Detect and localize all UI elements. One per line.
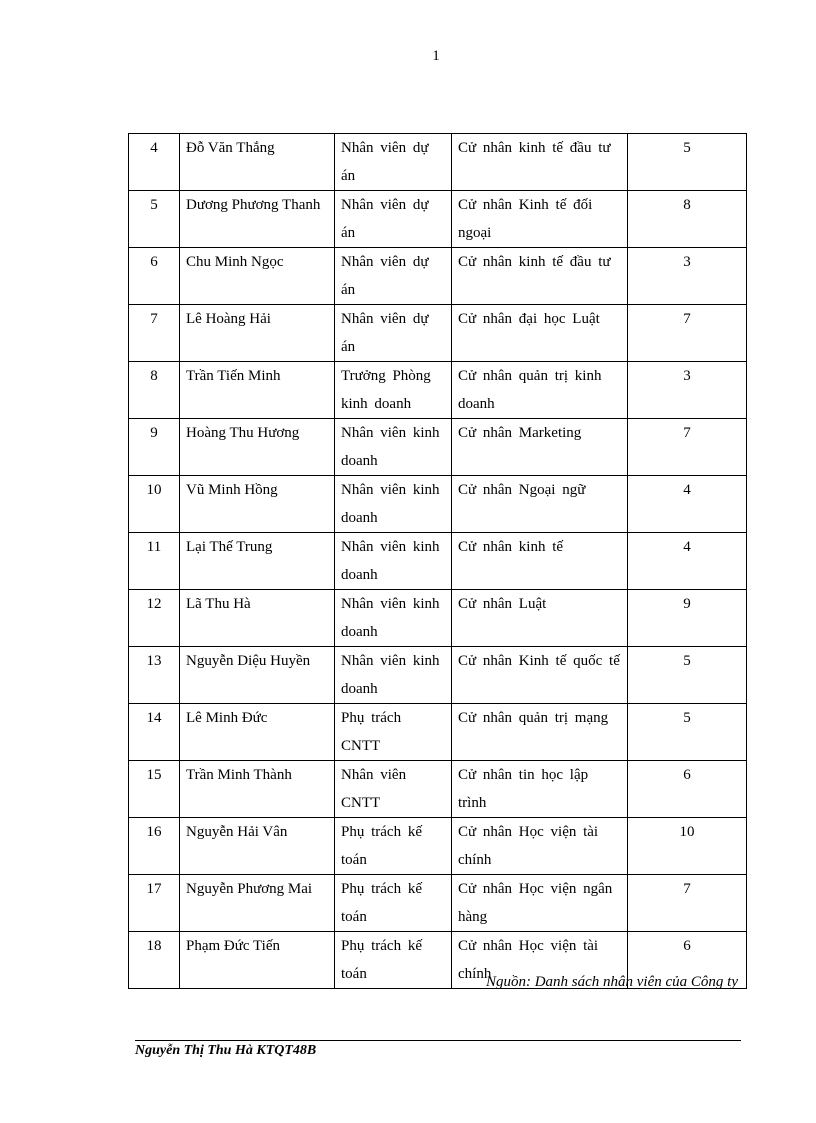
cell-degree: Cử nhân Học viện tài chính	[452, 932, 628, 989]
cell-name: Trần Tiến Minh	[180, 362, 335, 419]
cell-stt: 14	[129, 704, 180, 761]
cell-name: Lại Thế Trung	[180, 533, 335, 590]
cell-position: Nhân viên kinh doanh	[335, 647, 452, 704]
cell-years: 5	[628, 647, 747, 704]
table-row	[129, 818, 747, 875]
cell-stt: 15	[129, 761, 180, 818]
cell-years: 5	[628, 134, 747, 191]
cell-position: Phụ trách kế toán	[335, 875, 452, 932]
cell-name: Lê Minh Đức	[180, 704, 335, 761]
cell-degree: Cử nhân Kinh tế quốc tế	[452, 647, 628, 704]
cell-name: Dương Phương Thanh	[180, 191, 335, 248]
cell-name: Trần Minh Thành	[180, 761, 335, 818]
cell-years: 10	[628, 818, 747, 875]
table-row	[129, 191, 747, 248]
cell-position: Phụ trách CNTT	[335, 704, 452, 761]
source-note: Nguồn: Danh sách nhân viên của Công ty	[485, 974, 738, 990]
footer-divider	[135, 1040, 741, 1041]
cell-name: Hoàng Thu Hương	[180, 419, 335, 476]
cell-stt: 6	[129, 248, 180, 305]
cell-degree: Cử nhân Marketing	[452, 419, 628, 476]
cell-degree: Cử nhân tin học lập trình	[452, 761, 628, 818]
cell-position: Nhân viên dự án	[335, 134, 452, 191]
table-row	[129, 590, 747, 647]
cell-stt: 17	[129, 875, 180, 932]
cell-position: Nhân viên kinh doanh	[335, 476, 452, 533]
cell-degree: Cử nhân quản trị mạng	[452, 704, 628, 761]
cell-name: Nguyễn Phương Mai	[180, 875, 335, 932]
table-row	[129, 476, 747, 533]
cell-name: Phạm Đức Tiến	[180, 932, 335, 989]
cell-position: Phụ trách kế toán	[335, 932, 452, 989]
table-row	[129, 875, 747, 932]
cell-stt: 8	[129, 362, 180, 419]
cell-name: Lã Thu Hà	[180, 590, 335, 647]
cell-degree: Cử nhân Kinh tế đối ngoại	[452, 191, 628, 248]
cell-years: 5	[628, 704, 747, 761]
cell-position: Phụ trách kế toán	[335, 818, 452, 875]
cell-stt: 10	[129, 476, 180, 533]
cell-degree: Cử nhân quản trị kinh doanh	[452, 362, 628, 419]
cell-years: 4	[628, 533, 747, 590]
cell-stt: 12	[129, 590, 180, 647]
cell-degree: Cử nhân Học viện tài chính	[452, 818, 628, 875]
cell-stt: 7	[129, 305, 180, 362]
cell-degree: Cử nhân kinh tế	[452, 533, 628, 590]
cell-stt: 11	[129, 533, 180, 590]
cell-years: 3	[628, 362, 747, 419]
cell-name: Lê Hoàng Hải	[180, 305, 335, 362]
footer-author: Nguyễn Thị Thu Hà KTQT48B	[135, 1043, 317, 1058]
cell-degree: Cử nhân Ngoại ngữ	[452, 476, 628, 533]
page-number: 1	[432, 48, 440, 64]
cell-years: 8	[628, 191, 747, 248]
table-row	[129, 533, 747, 590]
table-row	[129, 419, 747, 476]
cell-name: Chu Minh Ngọc	[180, 248, 335, 305]
cell-position: Nhân viên dự án	[335, 191, 452, 248]
table-row	[129, 248, 747, 305]
table-row	[129, 704, 747, 761]
cell-position: Nhân viên dự án	[335, 248, 452, 305]
cell-name: Nguyễn Diệu Huyền	[180, 647, 335, 704]
cell-position: Nhân viên dự án	[335, 305, 452, 362]
staff-table-body	[129, 134, 747, 989]
cell-stt: 16	[129, 818, 180, 875]
cell-stt: 4	[129, 134, 180, 191]
cell-years: 6	[628, 761, 747, 818]
table-row	[129, 134, 747, 191]
cell-years: 7	[628, 305, 747, 362]
cell-degree: Cử nhân kinh tế đầu tư	[452, 248, 628, 305]
cell-years: 3	[628, 248, 747, 305]
cell-years: 6	[628, 932, 747, 989]
cell-name: Đỗ Văn Thắng	[180, 134, 335, 191]
cell-stt: 18	[129, 932, 180, 989]
cell-position: Nhân viên kinh doanh	[335, 590, 452, 647]
cell-position: Nhân viên kinh doanh	[335, 533, 452, 590]
cell-degree: Cử nhân đại học Luật	[452, 305, 628, 362]
table-row	[129, 305, 747, 362]
cell-position: Trưởng Phòng kinh doanh	[335, 362, 452, 419]
cell-degree: Cử nhân Học viện ngân hàng	[452, 875, 628, 932]
table-row	[129, 647, 747, 704]
cell-degree: Cử nhân Luật	[452, 590, 628, 647]
cell-stt: 5	[129, 191, 180, 248]
cell-position: Nhân viên CNTT	[335, 761, 452, 818]
cell-years: 7	[628, 875, 747, 932]
table-row	[129, 761, 747, 818]
cell-name: Nguyễn Hải Vân	[180, 818, 335, 875]
cell-stt: 9	[129, 419, 180, 476]
cell-degree: Cử nhân kinh tế đầu tư	[452, 134, 628, 191]
cell-years: 7	[628, 419, 747, 476]
cell-position: Nhân viên kinh doanh	[335, 419, 452, 476]
table-row	[129, 362, 747, 419]
cell-years: 9	[628, 590, 747, 647]
cell-name: Vũ Minh Hồng	[180, 476, 335, 533]
cell-stt: 13	[129, 647, 180, 704]
cell-years: 4	[628, 476, 747, 533]
staff-table	[128, 133, 747, 989]
